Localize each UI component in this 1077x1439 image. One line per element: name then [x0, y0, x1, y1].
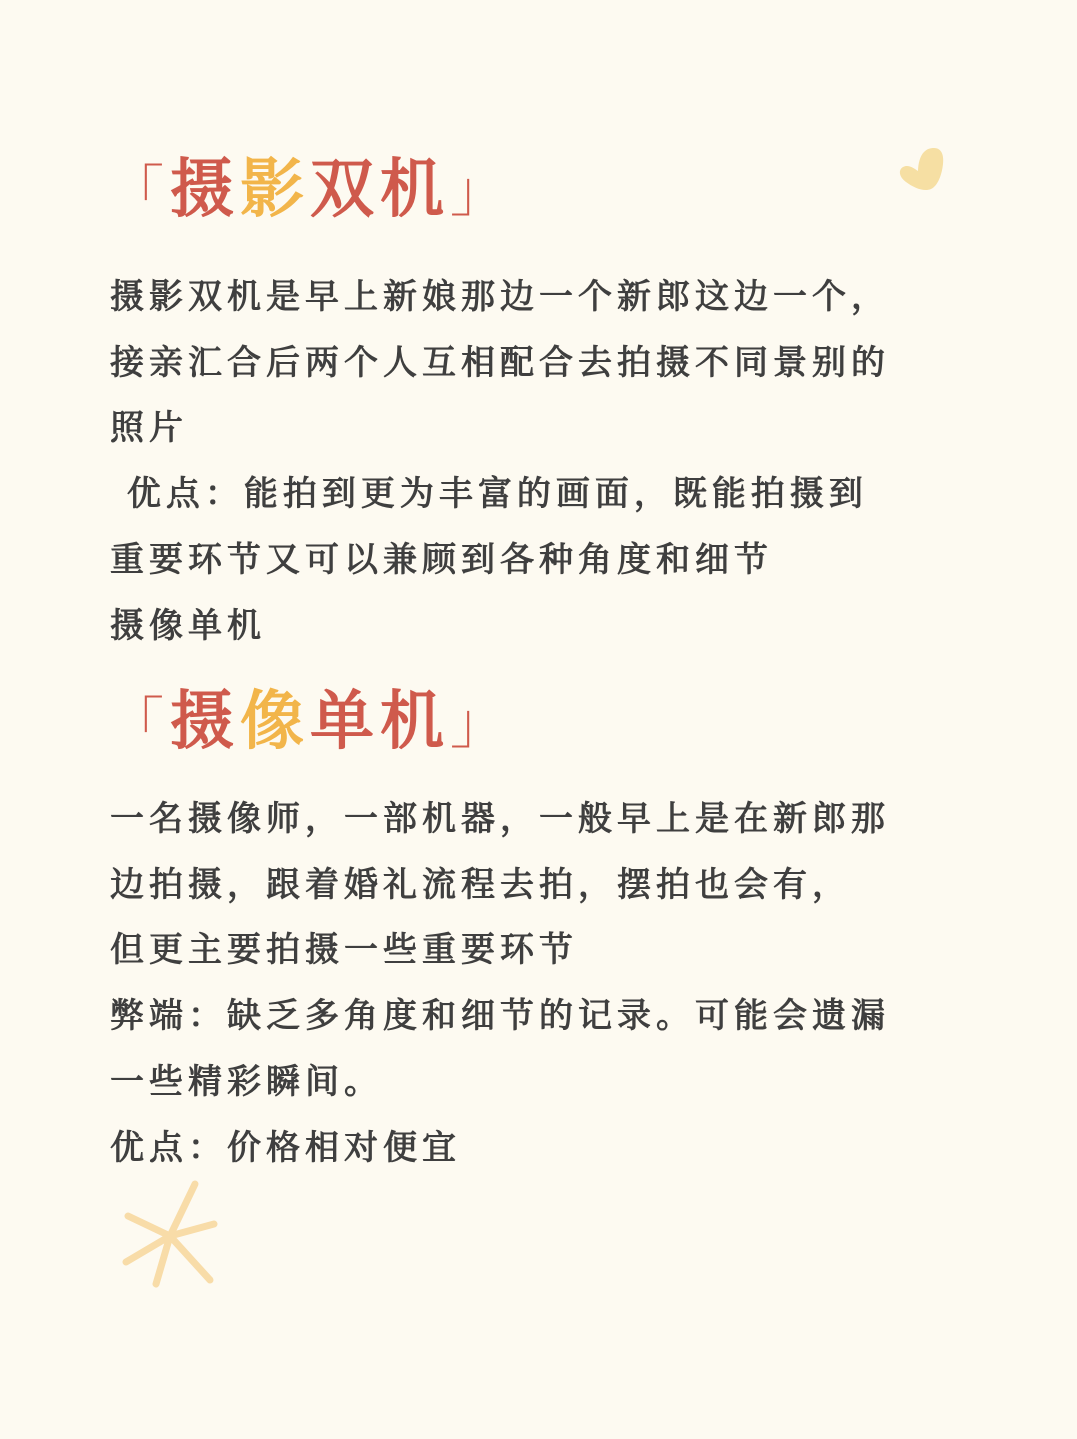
body-line: 接亲汇合后两个人互相配合去拍摄不同景别的 — [110, 342, 890, 383]
body-line: 优点：能拍到更为丰富的画面，既能拍摄到 — [110, 474, 868, 515]
body-line: 一些精彩瞬间。 — [110, 1061, 383, 1102]
body-line: 边拍摄，跟着婚礼流程去拍，摆拍也会有， — [110, 864, 851, 905]
section1-body — [110, 265, 980, 659]
title-char-1: 摄 — [170, 153, 240, 227]
section2-title — [108, 682, 512, 765]
section1-title — [108, 150, 512, 233]
body-line: 照片 — [110, 408, 188, 449]
title-close-bracket: 」 — [450, 692, 512, 757]
body-line: 摄像单机 — [110, 605, 266, 646]
heart-icon — [894, 142, 946, 194]
section2-body — [110, 787, 980, 1181]
body-line: 重要环节又可以兼顾到各种角度和细节 — [110, 539, 773, 580]
body-line: 但更主要拍摄一些重要环节 — [110, 930, 578, 971]
body-line: 优点：价格相对便宜 — [110, 1127, 461, 1168]
title-rest: 双机 — [310, 153, 450, 227]
title-open-bracket: 「 — [108, 692, 170, 757]
body-line: 摄影双机是早上新娘那边一个新郎这边一个， — [110, 277, 890, 317]
title-char-2: 像 — [240, 685, 310, 759]
title-close-bracket: 」 — [450, 160, 512, 225]
title-char-2: 影 — [240, 153, 310, 227]
body-line: 一名摄像师，一部机器，一般早上是在新郎那 — [110, 799, 890, 839]
title-rest: 单机 — [310, 685, 450, 759]
sparkle-icon — [118, 1178, 222, 1290]
title-open-bracket: 「 — [108, 160, 170, 225]
title-char-1: 摄 — [170, 685, 240, 759]
body-line: 弊端：缺乏多角度和细节的记录。可能会遗漏 — [110, 996, 890, 1037]
